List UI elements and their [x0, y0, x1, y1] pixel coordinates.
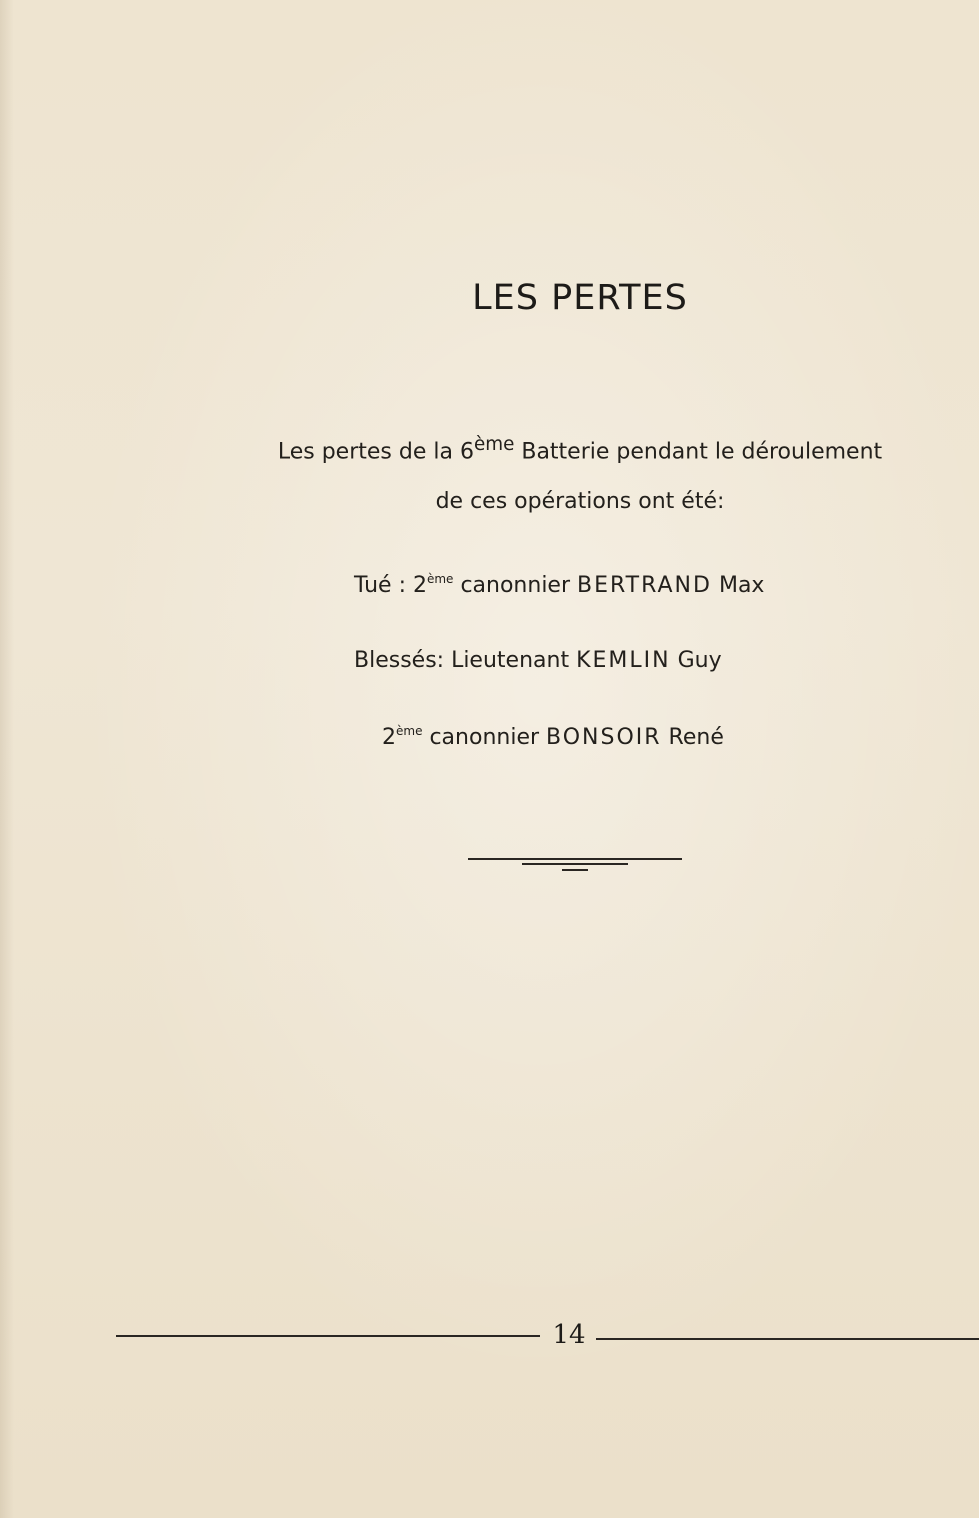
wounded-2-firstname: René — [661, 725, 724, 750]
killed-entry — [354, 572, 764, 598]
intro-paragraph — [200, 420, 960, 527]
wounded-1-surname: KEMLIN — [576, 648, 671, 673]
intro-line-1-end: Batterie pendant le déroulement — [514, 439, 883, 465]
killed-superscript: ème — [426, 572, 454, 586]
intro-line-1 — [200, 420, 960, 477]
ornament-rule-medium — [522, 863, 628, 865]
ornament-rule-long — [468, 858, 682, 860]
footer-rule-left — [116, 1335, 540, 1337]
page-number: 14 — [552, 1320, 586, 1350]
ornament-rule-short — [562, 869, 588, 871]
wounded-2-superscript: ème — [396, 724, 423, 738]
killed-label: Tué : 2 — [354, 573, 427, 598]
intro-line-1-start: Les pertes de la 6 — [277, 439, 474, 465]
killed-rank: canonnier — [453, 573, 577, 598]
wounded-1-label: Blessés: Lieutenant — [354, 648, 577, 673]
intro-line-2: de ces opérations ont été: — [435, 489, 725, 515]
section-end-ornament — [468, 858, 682, 878]
wounded-2-prefix: 2 — [382, 725, 396, 750]
wounded-2-rank: canonnier — [422, 725, 547, 750]
killed-firstname: Max — [711, 573, 765, 598]
wounded-1-firstname: Guy — [670, 648, 722, 673]
wounded-entry-1 — [354, 648, 722, 673]
killed-surname: BERTRAND — [577, 573, 712, 598]
page-edge-shadow — [0, 0, 14, 1518]
wounded-2-surname: BONSOIR — [546, 725, 662, 750]
intro-line-1-superscript: ème — [473, 434, 515, 455]
page-title: LES PERTES — [472, 278, 688, 318]
wounded-entry-2 — [382, 724, 724, 750]
footer-rule-right — [596, 1338, 979, 1340]
